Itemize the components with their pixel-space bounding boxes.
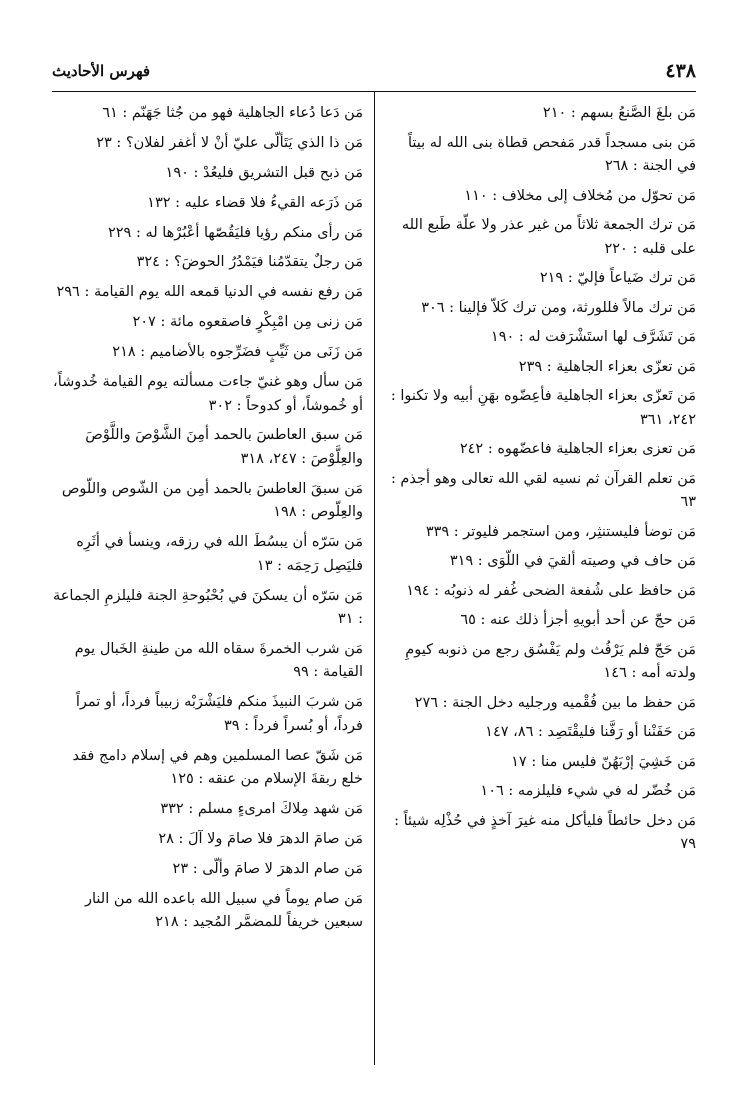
index-entry: مَن شرب الخمرةَ سقاه الله من طينةِ الخَبال يوم القيامة : ٩٩ [74,640,363,681]
index-entry: مَن تَعزّى بعزاء الجاهلية فأعِضّوه بهَنِ أبيه ولا تكنوا : ٢٤٢، ٣٦١ [390,388,696,428]
index-entry: مَن شربَ النبيذَ منكم فليَشْرَبْه زبيباً فرداً، أو تمراً فرداً، أو بُسراً فرداً : ٣٩ [75,694,363,734]
index-entry: مَن شهد مِلاكَ امرىءٍ مسلم : ٣٣٢ [160,801,363,818]
index-entry: مَن سَرّه أن يبسُطَ الله في رزقه، وينسأ في أثَرِه فليَصِل رَحِمَه : ١٣ [76,534,363,574]
index-entry: مَن تعزّى بعزاء الجاهلية : ٢٣٩ [518,358,696,375]
index-entry: مَن حَجّ فلم يَرْفُث ولم يَفْسُق رجع من ذنوبه كيومِ ولدته أمه : ١٤٦ [405,641,696,681]
index-entry: مَن سبقَ العاطسَ بالحمد أمِن من الشّوص واللّوص والعِلّوص : ١٩٨ [61,480,363,521]
index-entry: مَن تَشَرَّف لها استَشْرَفت له : ١٩٠ [490,329,696,345]
index-entry: مَن رفع نفسه في الدنيا قمعه الله يوم القيامة : ٢٩٦ [56,284,363,301]
right-column [385,102,696,1065]
left-column [52,102,363,1065]
index-entry: مَن صام يوماً في سبيل الله باعده الله من النار سبعين خريفاً للمضمَّر المُجيد : ٢١٨ [84,890,363,931]
index-entry: مَن دَعا دُعاء الجاهلية فهو من جُثا جَهَنّم : ٦١ [102,105,363,121]
index-entry: مَن بنى مسجداً قدر مَفحص قطاة بنى الله له بيتاً في الجنة : ٢٦٨ [407,134,696,174]
index-entry: مَن حجّ عن أحد أبويهِ أجزأ ذلك عنه : ٦٥ [460,612,696,628]
index-entry: مَن رجلٌ يتقدّمُنا فيَمْدُرُ الحوضَ؟ : ٣٢٤ [136,254,363,271]
index-entry: مَن سَرّه أن يسكنَ في بُحْبُوحةِ الجنة فليلزمِ الجماعة : ٣١ [52,587,363,628]
index-entry: مَن دخل حائطاً فليأكل منه غيرَ آخذٍ في حُذْلِه شيئاً : ٧٩ [394,812,696,852]
index-entry: مَن خُضّر له في شيء فليلزمه : ١٠٦ [480,783,696,799]
index-entry: مَن ذبح قبل التشريق فليعُدْ : ١٩٠ [165,164,363,181]
index-entry: مَن حاف في وصيته ألقيَ في اللّوَى : ٣١٩ [449,553,696,569]
index-entry: مَن ترك ضَياعاً فإليّ : ٢١٩ [539,270,696,286]
index-entry: مَن زنى مِن امْبِكْرٍ فاصقعوه مائة : ٢٠٧ [132,314,363,331]
index-entry: مَن شَقّ عصا المسلمين وهم في إسلام دامج فقد خلع ربقةَ الإسلام من عنقه : ١٢٥ [72,747,363,788]
index-entry: مَن حفظ ما بين فُقْميه ورجليه دخل الجنة : ٢٧٦ [414,694,696,711]
running-title: فهرس الأحاديث [52,62,151,80]
index-entry: مَن حافظ على شُفعة الضحى غُفر له ذنوبُه : ١٩٤ [406,582,696,599]
index-entry: مَن سبق العاطسَ بالحمد أمِنَ الشَّوْصَ واللَّوْصَ والعِلَّوْصَ : ٢٤٧، ٣١٨ [85,427,363,467]
index-entry: مَن سأل وهو غنيّ جاءت مسألته يوم القيامة خُدوشاً، أو خُموشاً، أو كدوحاً : ٣٠٢ [53,374,363,414]
index-entry: مَن تعلم القرآن ثم نسيه لقي الله تعالى وهو أجذم : ٦٣ [390,470,696,510]
index-entry: مَن زَنَى من ثَيِّبٍ فضَرِّجوه بالأضاميم : ٢١٨ [112,344,363,361]
index-entry: مَن ترك مالاً فللورثة، ومن ترك كَلاّ فإلينا : ٣٠٦ [421,299,696,316]
index-entry: مَن ذا الذي يَتَألّى عليّ أنْ لا أغفر لفلان؟ : ٢٣ [96,134,363,151]
index-entry: مَن خَشِيَ إرْبَهُنّ فليس منا : ١٧ [511,753,696,770]
page-header [52,52,696,92]
index-entry: مَن بلغَ الصَّنعُ بسهم : ٢١٠ [542,105,696,121]
index-entry: مَن صامَ الدهرَ فلا صامَ ولا آلَ : ٢٨ [158,831,363,848]
index-entry: مَن رأى منكم رؤيا فليَقُصّها أعْبُرْها له : ٢٢٩ [107,224,363,241]
index-entry: مَن حَفَنْنا أو رَفَّنا فليقْتَصِد : ٨٦، ١٤٧ [485,724,696,740]
page-number: ٤٣٨ [665,60,696,82]
index-entry: مَن ترك الجمعة ثلاثاً من غير عذر ولا علّة طَبع الله على قلبه : ٢٢٠ [401,217,696,257]
index-entry: مَن تعزى بعزاء الجاهلية فاعضّهوه : ٢٤٢ [459,441,696,457]
index-entry: مَن ذَرَعه القيءُ فلا قضاء عليه : ١٣٢ [147,194,363,211]
index-entry: مَن تحوّل من مُخلاف إلى مخلاف : ١١٠ [464,187,696,204]
column-divider [374,92,375,1065]
index-entry: مَن صام الدهرَ لا صامَ وألّى : ٢٣ [172,860,363,877]
index-entry: مَن توضأ فليستنثِر، ومن استجمر فليوتر : ٣٣٩ [425,523,696,540]
